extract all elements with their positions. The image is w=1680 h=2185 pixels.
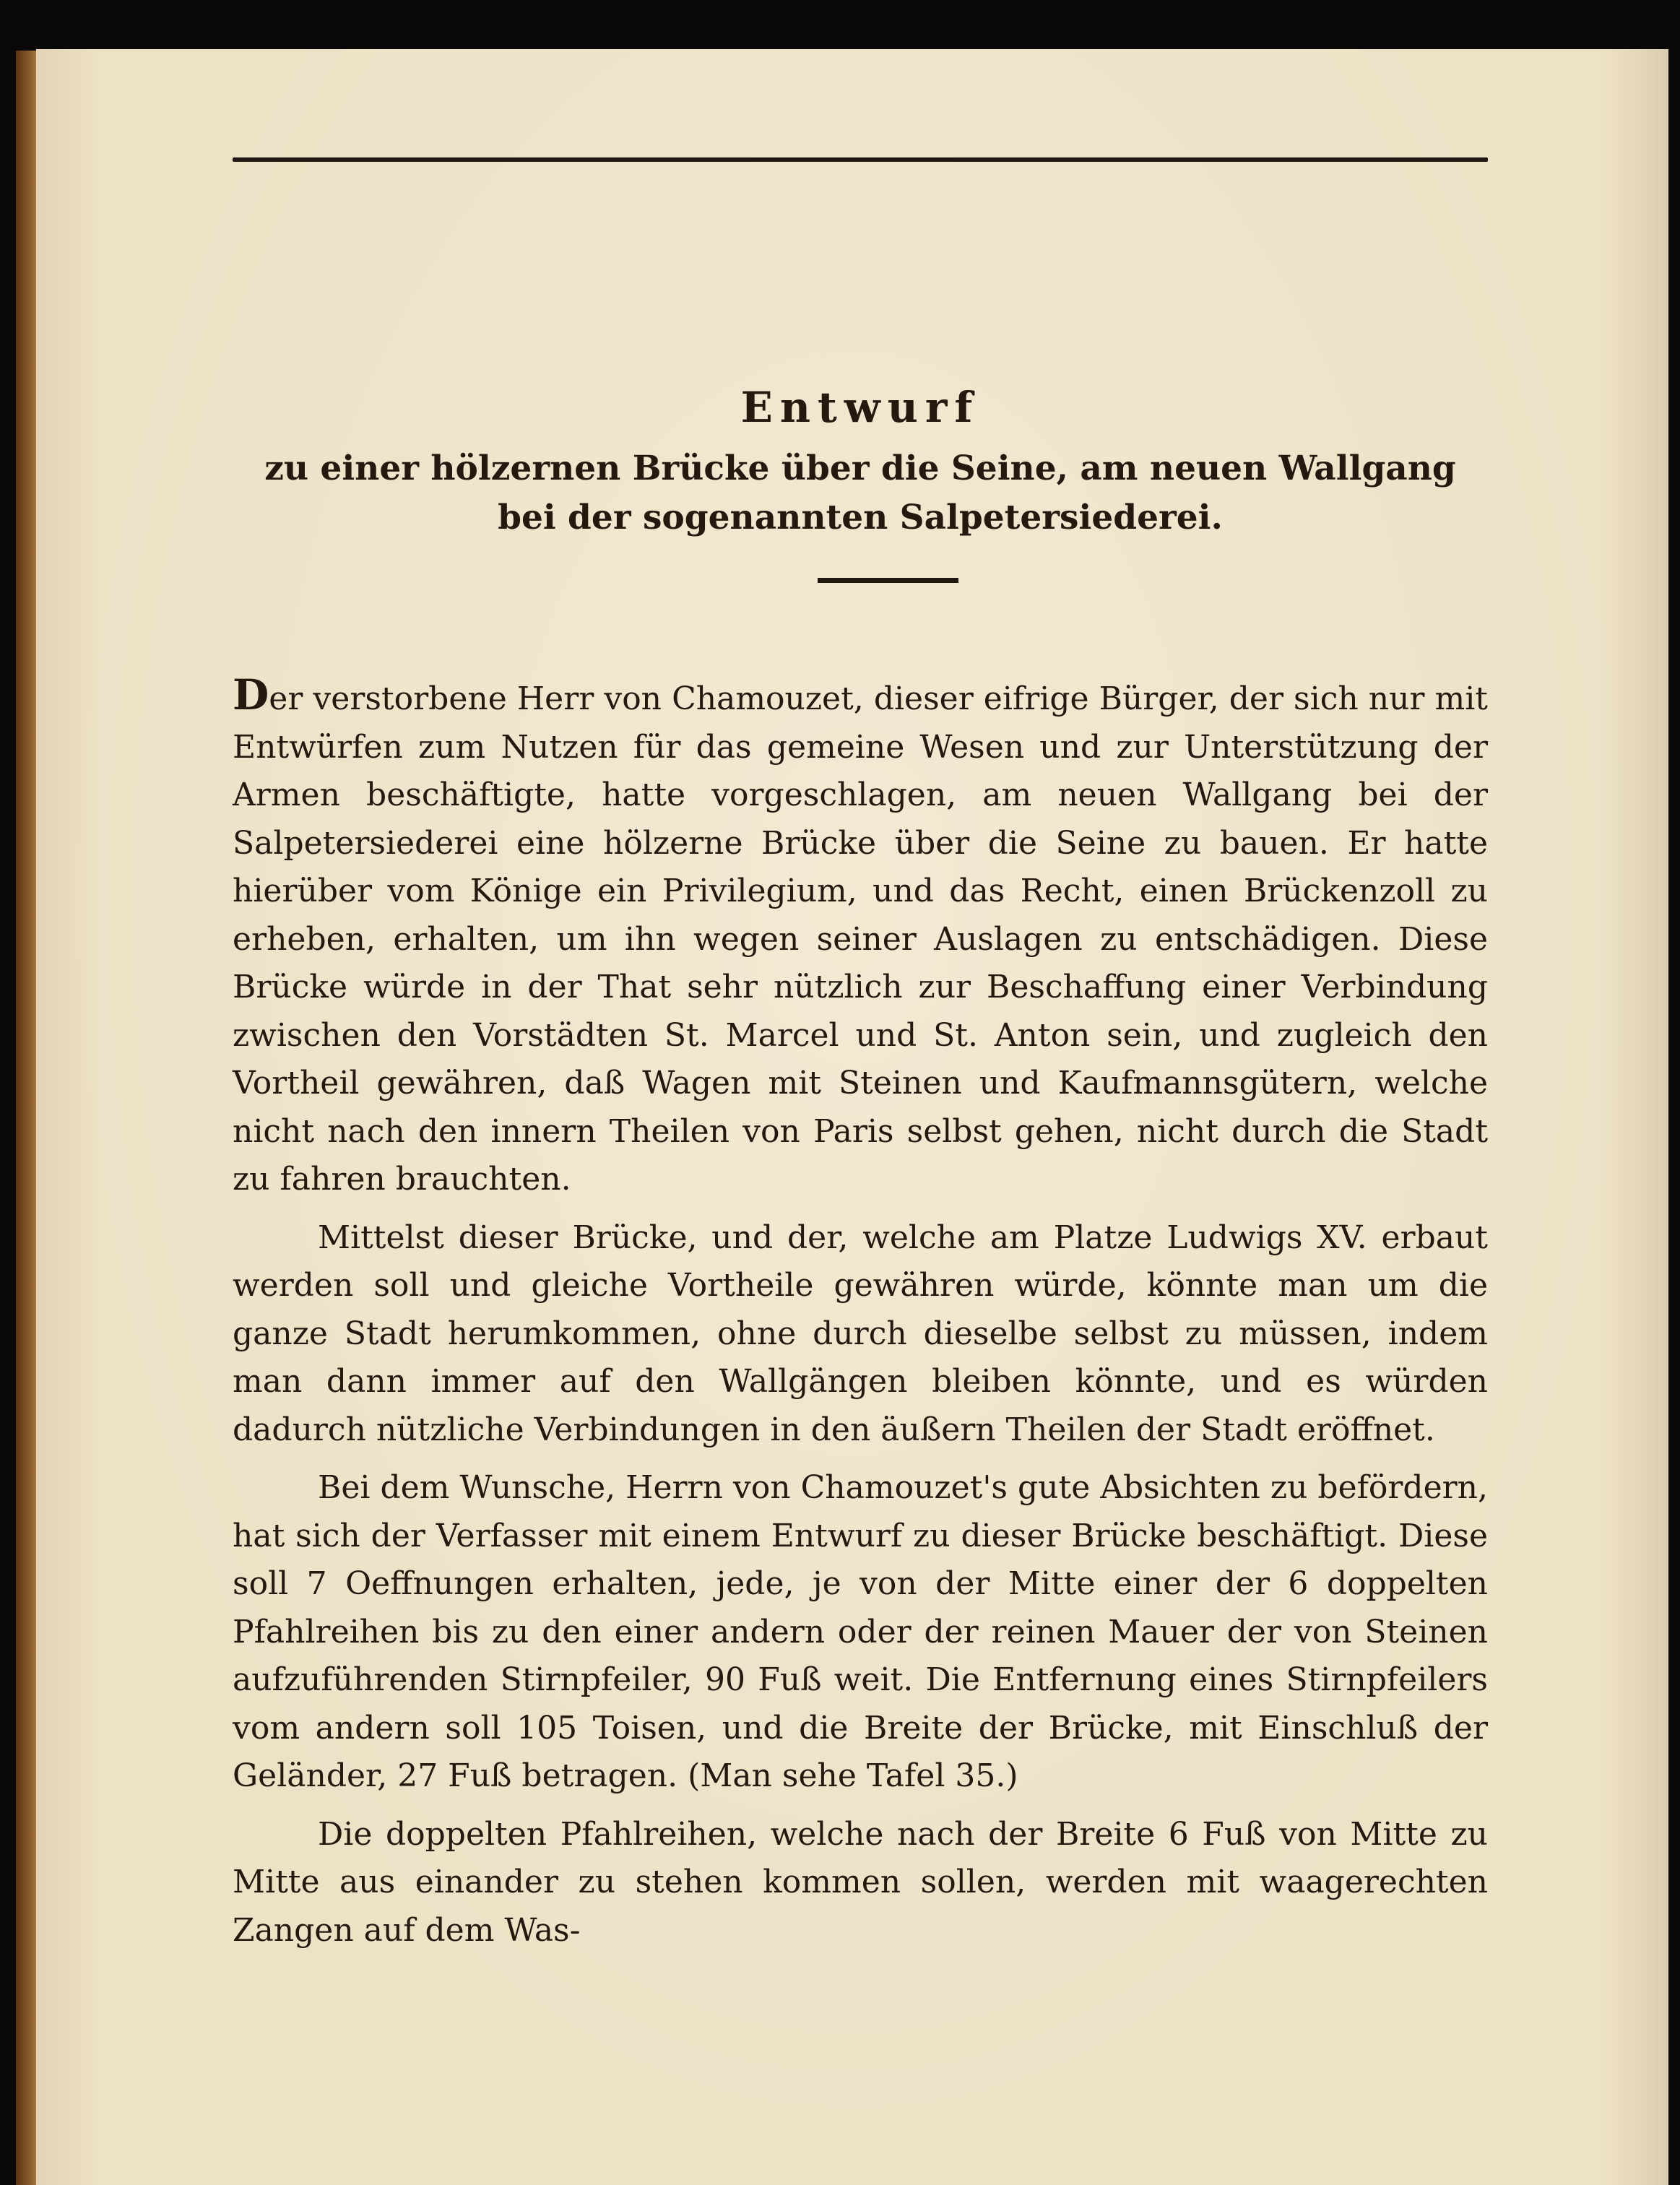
paragraph-1-text: er verstorbene Herr von Chamouzet, dieser eifrige Bürger, der sich nur mit Entwürfen zum Nutzen für das gemeine Wesen und zur Unterstützung der Armen beschäftigte, hatte vorgeschlagen, am neuen Wallgang bei der Salpetersiederei eine hölzerne Brücke über die Seine zu bauen. Er hatte hierüber vom Könige ein Privilegium, und das Recht, einen Brückenzoll zu erheben, erhalten, um ihn wegen seiner Auslagen zu entschädigen. Diese Brücke würde in der That sehr nützlich zur Beschaffung einer Verbindung zwischen den Vorstädten St. Marcel und St. Anton sein, und zugleich den Vortheil gewähren, daß Wagen mit Steinen und Kaufmannsgütern, welche nicht nach den innern Theilen von Paris selbst gehen, nicht durch die Stadt zu fahren brauchten. <box>233 680 1488 1198</box>
paragraph-2: Mittelst dieser Brücke, und der, welche am Platze Ludwigs XV. erbaut werden soll und gleiche Vortheile gewähren würde, könnte man um die ganze Stadt herumkommen, ohne durch dieselbe selbst zu müssen, indem man dann immer auf den Wallgängen bleiben könnte, und es würden dadurch nützliche Verbindungen in den äußern Theilen der Stadt eröffnet. <box>233 1219 1488 1448</box>
header-rule <box>233 157 1488 162</box>
paragraph-4: Die doppelten Pfahlreihen, welche nach der Breite 6 Fuß von Mitte zu Mitte aus einander zu stehen kommen sollen, werden mit waagerechten Zangen auf dem Was- <box>233 1815 1488 1949</box>
paragraph-1 <box>233 670 1488 1204</box>
title-divider <box>818 578 958 583</box>
drop-cap: D <box>233 670 269 719</box>
paragraph-3: Bei dem Wunsche, Herrn von Chamouzet's gute Absichten zu befördern, hat sich der Verfasser mit einem Entwurf zu dieser Brücke beschäftigt. Diese soll 7 Oeffnungen erhalten, jede, je von der Mitte einer der 6 doppelten Pfahlreihen bis zu den einer andern oder der reinen Mauer der von Steinen aufzuführenden Stirnpfeiler, 90 Fuß weit. Die Entfernung eines Stirnpfeilers vom andern soll 105 Toisen, und die Breite der Brücke, mit Einschluß der Geländer, 27 Fuß betragen. (Man sehe Tafel 35.) <box>233 1469 1488 1794</box>
body-text <box>233 670 1488 1965</box>
scan-border-right <box>1668 49 1680 2185</box>
page-title: Entwurf <box>740 383 980 432</box>
page-subtitle: zu einer hölzernen Brücke über die Seine, am neuen Wallgang bei der sogenannten Salpetersiederei. <box>264 449 1456 537</box>
